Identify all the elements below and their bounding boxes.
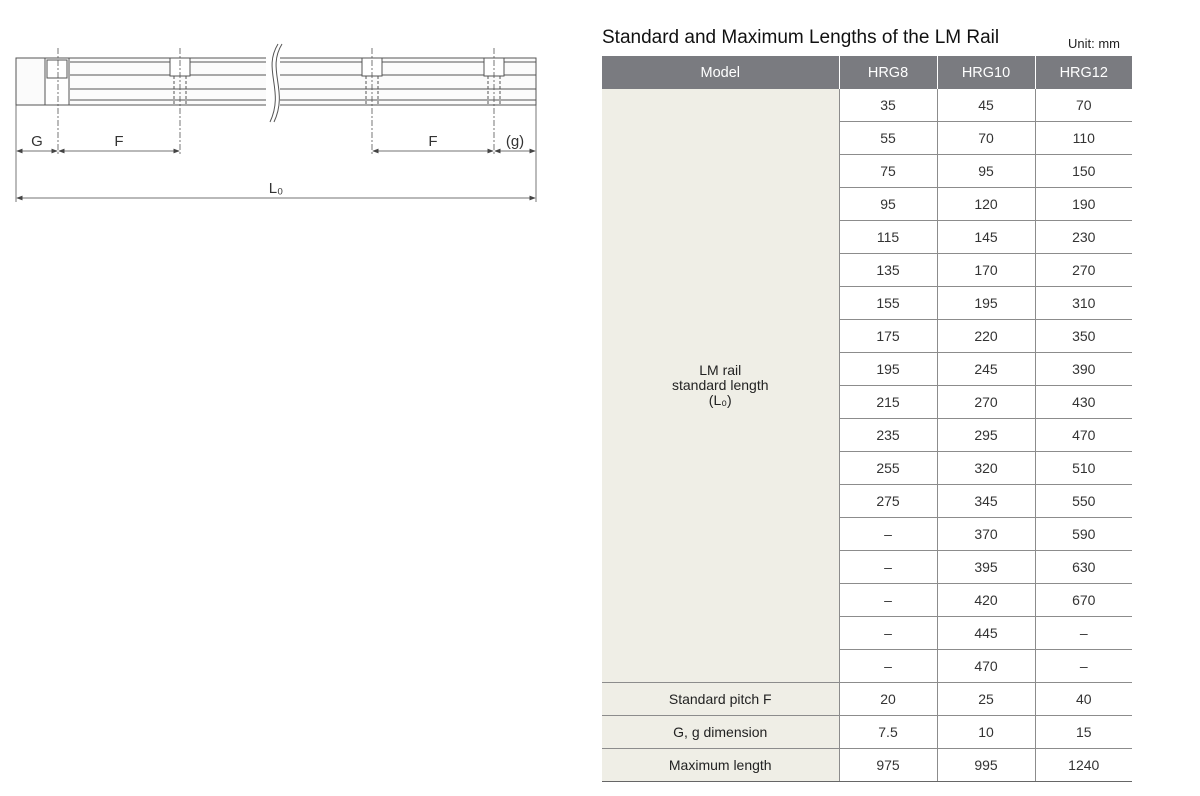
header-model: Model bbox=[602, 56, 839, 89]
table-cell: 270 bbox=[937, 386, 1035, 419]
standard-length-label-line: (L₀) bbox=[708, 392, 732, 408]
header-hrg8: HRG8 bbox=[839, 56, 937, 89]
table-cell: 995 bbox=[937, 749, 1035, 782]
break-mark bbox=[266, 44, 282, 122]
row-label: G, g dimension bbox=[602, 716, 839, 749]
table-row bbox=[602, 716, 1132, 749]
table-cell: 95 bbox=[839, 188, 937, 221]
table-cell: – bbox=[839, 650, 937, 683]
table-cell: 145 bbox=[937, 221, 1035, 254]
table-cell: 215 bbox=[839, 386, 937, 419]
table-cell: – bbox=[1035, 617, 1132, 650]
table-cell: 230 bbox=[1035, 221, 1132, 254]
table-cell: 195 bbox=[937, 287, 1035, 320]
table-cell: 70 bbox=[937, 122, 1035, 155]
table-row bbox=[602, 749, 1132, 782]
standard-length-label bbox=[602, 89, 839, 683]
table-cell: 75 bbox=[839, 155, 937, 188]
table-cell: 350 bbox=[1035, 320, 1132, 353]
table-cell: 590 bbox=[1035, 518, 1132, 551]
table-cell: 45 bbox=[937, 89, 1035, 122]
table-cell: 170 bbox=[937, 254, 1035, 287]
table-cell: 310 bbox=[1035, 287, 1132, 320]
table-row bbox=[602, 683, 1132, 716]
row-label: Standard pitch F bbox=[602, 683, 839, 716]
table-cell: 670 bbox=[1035, 584, 1132, 617]
table-cell: – bbox=[1035, 650, 1132, 683]
table-cell: 295 bbox=[937, 419, 1035, 452]
table-cell: – bbox=[839, 551, 937, 584]
unit-label: Unit: mm bbox=[1068, 36, 1120, 51]
table-cell: 190 bbox=[1035, 188, 1132, 221]
table-cell: 270 bbox=[1035, 254, 1132, 287]
table-row bbox=[602, 89, 1132, 122]
table-cell: 370 bbox=[937, 518, 1035, 551]
table-cell: 275 bbox=[839, 485, 937, 518]
table-cell: 390 bbox=[1035, 353, 1132, 386]
table-cell: 345 bbox=[937, 485, 1035, 518]
table-cell: 95 bbox=[937, 155, 1035, 188]
dim-label-f-right: F bbox=[428, 133, 438, 150]
table-cell: 420 bbox=[937, 584, 1035, 617]
table-cell: 20 bbox=[839, 683, 937, 716]
table-header-row bbox=[602, 56, 1132, 89]
table-cell: 55 bbox=[839, 122, 937, 155]
table-cell: 175 bbox=[839, 320, 937, 353]
table-cell: 255 bbox=[839, 452, 937, 485]
table-cell: 395 bbox=[937, 551, 1035, 584]
table-cell: 120 bbox=[937, 188, 1035, 221]
table-cell: 470 bbox=[1035, 419, 1132, 452]
row-label: Maximum length bbox=[602, 749, 839, 782]
table-cell: 430 bbox=[1035, 386, 1132, 419]
table-cell: 1240 bbox=[1035, 749, 1132, 782]
header-hrg12: HRG12 bbox=[1035, 56, 1132, 89]
table-cell: 155 bbox=[839, 287, 937, 320]
lm-rail-length-table bbox=[602, 56, 1132, 782]
dim-label-g-small: (g) bbox=[505, 133, 525, 150]
table-cell: 40 bbox=[1035, 683, 1132, 716]
table-cell: – bbox=[839, 584, 937, 617]
table-cell: 630 bbox=[1035, 551, 1132, 584]
table-cell: 70 bbox=[1035, 89, 1132, 122]
table-cell: 7.5 bbox=[839, 716, 937, 749]
table-title: Standard and Maximum Lengths of the LM Rail bbox=[602, 27, 1000, 48]
table-cell: 195 bbox=[839, 353, 937, 386]
table-cell: 510 bbox=[1035, 452, 1132, 485]
table-cell: 320 bbox=[937, 452, 1035, 485]
table-cell: 25 bbox=[937, 683, 1035, 716]
table-cell: 245 bbox=[937, 353, 1035, 386]
dim-label-f-left: F bbox=[114, 133, 124, 150]
table-cell: 235 bbox=[839, 419, 937, 452]
table-cell: 445 bbox=[937, 617, 1035, 650]
table-cell: 15 bbox=[1035, 716, 1132, 749]
table-cell: 550 bbox=[1035, 485, 1132, 518]
dim-label-l0: L₀ bbox=[268, 180, 284, 197]
table-cell: 135 bbox=[839, 254, 937, 287]
table-cell: 220 bbox=[937, 320, 1035, 353]
table-cell: 470 bbox=[937, 650, 1035, 683]
table-cell: 10 bbox=[937, 716, 1035, 749]
table-cell: 150 bbox=[1035, 155, 1132, 188]
table-cell: 975 bbox=[839, 749, 937, 782]
table-cell: – bbox=[839, 518, 937, 551]
table-cell: 115 bbox=[839, 221, 937, 254]
rail-dimension-drawing bbox=[0, 0, 560, 220]
dim-label-g: G bbox=[31, 133, 43, 150]
header-hrg10: HRG10 bbox=[937, 56, 1035, 89]
standard-length-label-line: standard length bbox=[671, 377, 769, 393]
standard-length-label-line: LM rail bbox=[699, 362, 742, 378]
table-cell: – bbox=[839, 617, 937, 650]
table-cell: 35 bbox=[839, 89, 937, 122]
table-cell: 110 bbox=[1035, 122, 1132, 155]
